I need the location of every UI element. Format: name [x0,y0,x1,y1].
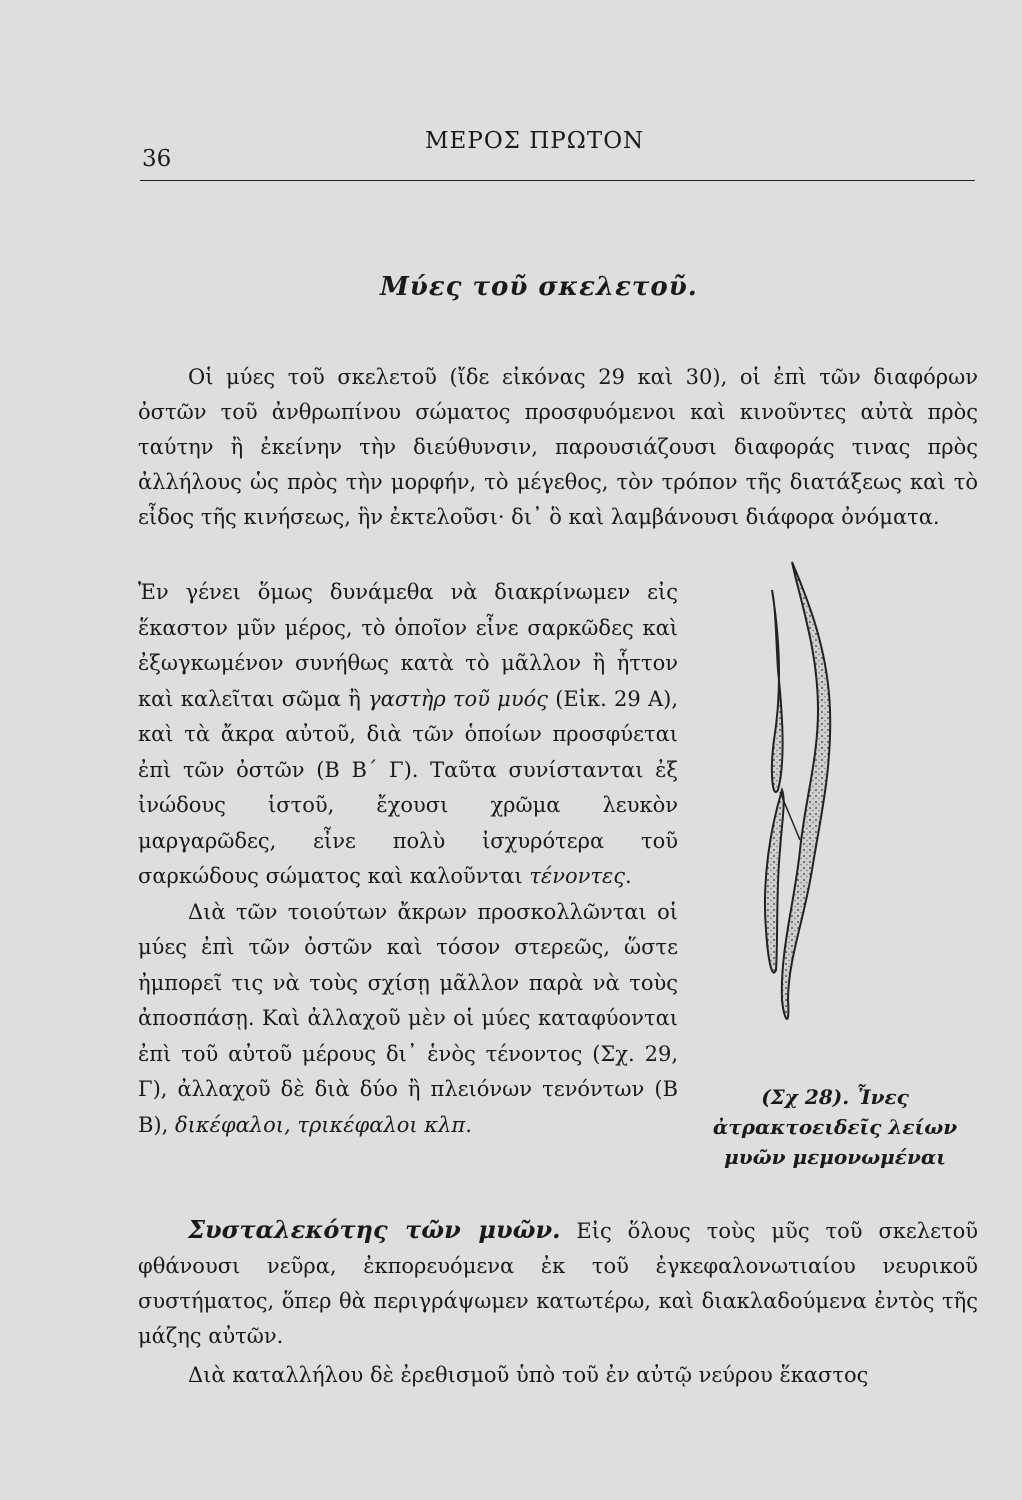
text-run: Διὰ τῶν τοιούτων ἄκρων προσκολλῶνται οἱ μύες ἐπὶ τῶν ὀστῶν καὶ τόσον στερεῶς, ὥστε ἠμπορεῖ τις νὰ τοὺς σχίσῃ μᾶλλον παρὰ νὰ τοὺς ἀποσπάσῃ. Καὶ ἀλλαχοῦ μὲν οἱ μύες καταφύονται ἐπὶ τοῦ αὐτοῦ μέρους δι᾽ ἑνὸς τένοντος (Σχ. 29, Γ), ἀλλαχοῦ δὲ διὰ δύο ἢ πλειόνων τενόντων (Β Β), [138,899,678,1137]
fiber-left-lower [765,790,784,973]
paragraph-attachment [138,895,678,1144]
muscle-fibers-illustration [700,560,985,1040]
term-heads: δικέφαλοι, τρικέφαλοι κλπ [174,1112,466,1137]
text-run: . [465,1112,472,1137]
column-text [138,575,678,1143]
term-tendons: τένοντες [529,864,626,888]
fiber-long [782,562,830,1019]
term-belly: γαστὴρ τοῦ μυός [368,686,549,711]
subsection-heading: Συσταλεκότης τῶν μυῶν. [188,1215,561,1244]
section-title: Μύες τοῦ σκελετοῦ. [380,272,698,302]
text-run: Ἐν γένει ὅμως δυνάμεθα νὰ διακρίνωμεν εἰς ἕκαστον μῦν μέρος, τὸ ὁποῖον εἶνε σαρκῶδες καὶ ἐξωγκωμένον συνήθως κατὰ τὸ μᾶλλον ἢ ἧττον καὶ καλεῖται σῶμα ἢ [138,580,678,711]
subsection-text: Εἰς ὅλους τοὺς μῦς τοῦ σκελετοῦ φθάνουσι νεῦρα, ἐκπορευόμενα ἐκ τοῦ ἐγκεφαλονωτιαίου νευρικοῦ συστήματος, ὅπερ θὰ περιγράψωμεν κατωτέρω, καὶ διακλαδούμενα ἐντὸς τῆς μάζης αὐτῶν. [138,1219,979,1348]
page-number: 36 [142,146,172,172]
intro-paragraph: Οἱ μύες τοῦ σκελετοῦ (ἴδε εἰκόνας 29 καὶ 30), οἱ ἐπὶ τῶν διαφόρων ὀστῶν τοῦ ἀνθρωπίνου σώματος προσφυόμενοι καὶ κινοῦντες αὐτὰ πρὸς ταύτην ἢ ἐκείνην τὴν διεύθυνσιν, παρουσιάζουσι διαφοράς τινας πρὸς ἀλλήλους ὡς πρὸς τὴν μορφήν, τὸ μέγεθος, τὸν τρόπον τῆς διατάξεως καὶ τὸ εἶδος τῆς κινήσεως, ἣν ἐκτελοῦσι· δι᾽ ὃ καὶ λαμβάνουσι διάφορα ὀνόματα. [138,365,978,529]
final-line: Διὰ καταλλήλου δὲ ἐρεθισμοῦ ὑπὸ τοῦ ἐν αὐτῷ νεύρου ἕκαστος [188,1363,869,1387]
running-head: ΜΕΡΟΣ ΠΡΩΤΟΝ [425,128,645,154]
text-run: . [625,864,632,888]
figure-muscle-fibers [700,560,985,1040]
contractility-paragraph [138,1212,978,1354]
paragraph-muscle-parts [138,575,678,895]
fiber-left-upper [772,590,783,792]
text-run: (Εἰκ. 29 Α), καὶ τὰ ἄκρα αὐτοῦ, διὰ τῶν ὁποίων προσφύεται ἐπὶ τῶν ὀστῶν (Β Β΄ Γ). Ταῦτα συνίστανται ἐξ ἰνώδους ἱστοῦ, ἔχουσι χρῶμα λευκὸν μαργαρῶδες, εἶνε πολὺ ἰσχυρότερα τοῦ σαρκώδους σώματος καὶ καλοῦνται [138,686,679,888]
figure-caption: (Σχ 28). Ἶνες ἀτρακτοειδεῖς λείων μυῶν μεμονωμέναι [712,1085,958,1169]
page-header [140,128,975,181]
